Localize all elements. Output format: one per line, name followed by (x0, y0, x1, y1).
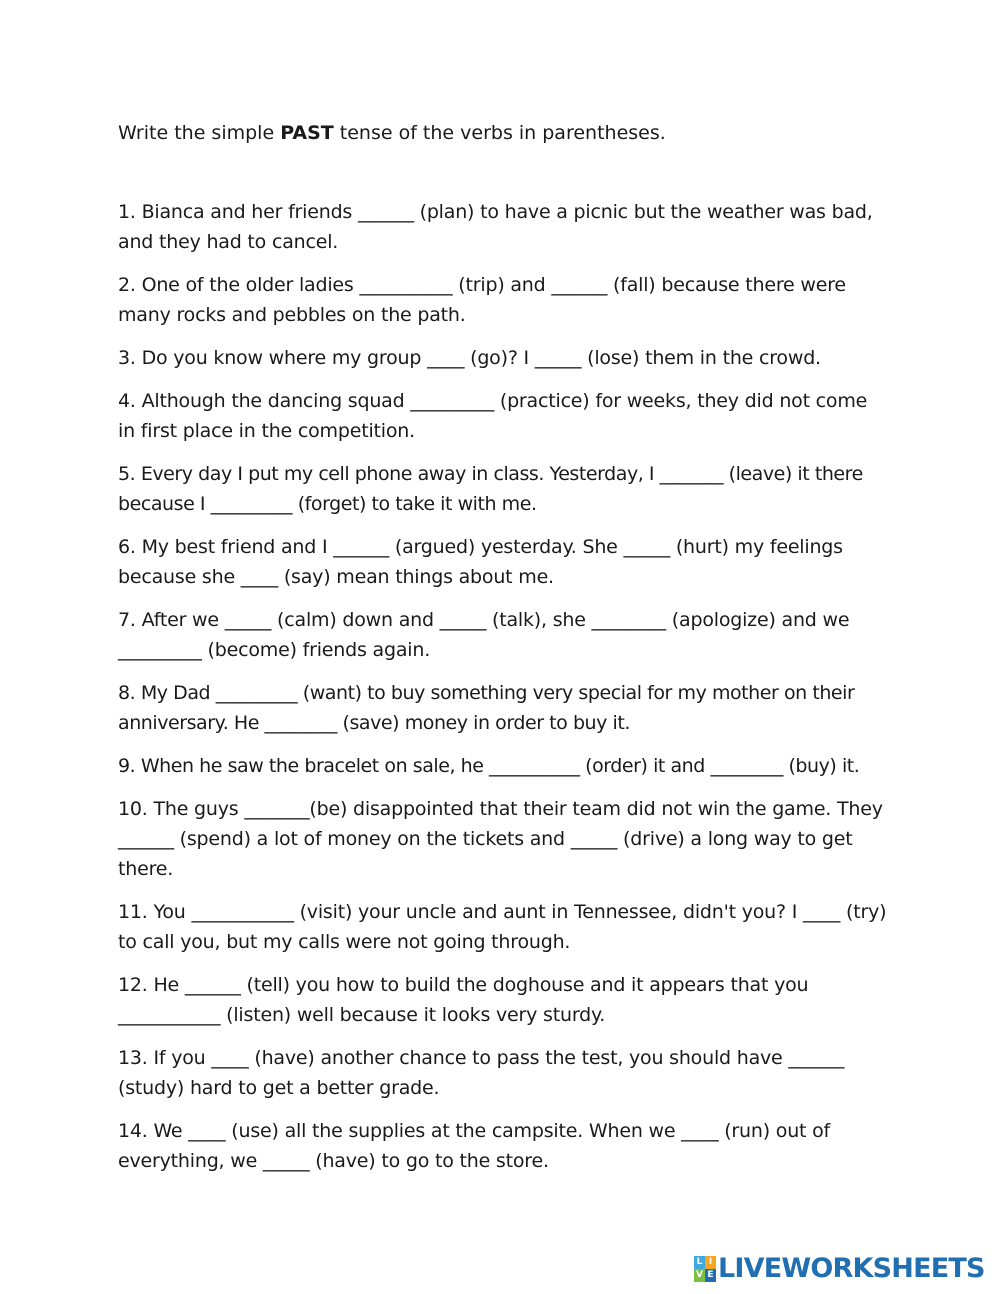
exercise-item-14: 14. We ____ (use) all the supplies at the campsite. When we ____ (run) out of everything, we _____ (have) to go to the store. (118, 1120, 831, 1172)
exercise-item-6: 6. My best friend and I ______ (argued) yesterday. She _____ (hurt) my feelings because she ____ (say) mean things about me. (118, 536, 843, 588)
instruction-after: tense of the verbs in parentheses. (333, 122, 666, 144)
exercise-item-4: 4. Although the dancing squad _________ (practice) for weeks, they did not come in first place in the competition. (118, 390, 868, 442)
exercise-item-2: 2. One of the older ladies __________ (trip) and ______ (fall) because there were many rocks and pebbles on the path. (118, 274, 846, 326)
instruction-text (118, 118, 898, 148)
exercise-item-5: 5. Every day I put my cell phone away in class. Yesterday, I _______ (leave) it there because I _________ (forget) to take it with me. (118, 463, 863, 515)
logo-tile-i: I (705, 1256, 716, 1269)
exercise-item-7: 7. After we _____ (calm) down and _____ (talk), she ________ (apologize) and we _________ (become) friends again. (118, 609, 850, 661)
exercise-item-13: 13. If you ____ (have) another chance to pass the test, you should have ______ (study) hard to get a better grade. (118, 1047, 845, 1099)
instruction-emphasis: PAST (280, 122, 334, 144)
exercise-item-10: 10. The guys _______(be) disappointed that their team did not win the game. They ______ (spend) a lot of money on the tickets and _____ (drive) a long way to get there. (118, 798, 883, 880)
liveworksheets-logo (694, 1253, 990, 1285)
exercise-item-1: 1. Bianca and her friends ______ (plan) to have a picnic but the weather was bad, and they had to cancel. (118, 201, 873, 253)
exercise-item-12: 12. He ______ (tell) you how to build the doghouse and it appears that you ___________ (listen) well because it looks very sturdy. (118, 974, 809, 1026)
logo-tile-v: V (694, 1269, 705, 1282)
logo-tile-e: E (705, 1269, 716, 1282)
instruction-before: Write the simple (118, 122, 281, 144)
exercise-item-8: 8. My Dad _________ (want) to buy something very special for my mother on their anniversary. He ________ (save) money in order to buy it. (118, 682, 855, 734)
liveworksheets-logo-icon (694, 1256, 716, 1282)
exercise-item-11: 11. You ___________ (visit) your uncle and aunt in Tennessee, didn't you? I ____ (try) to call you, but my calls were not going through. (118, 901, 887, 953)
logo-tile-l: L (694, 1256, 705, 1269)
liveworksheets-logo-text: LIVEWORKSHEETS (718, 1253, 985, 1284)
exercise-list (118, 197, 888, 1189)
exercise-item-9: 9. When he saw the bracelet on sale, he __________ (order) it and ________ (buy) it. (118, 755, 860, 777)
exercise-item-3: 3. Do you know where my group ____ (go)? I _____ (lose) them in the crowd. (118, 347, 821, 369)
